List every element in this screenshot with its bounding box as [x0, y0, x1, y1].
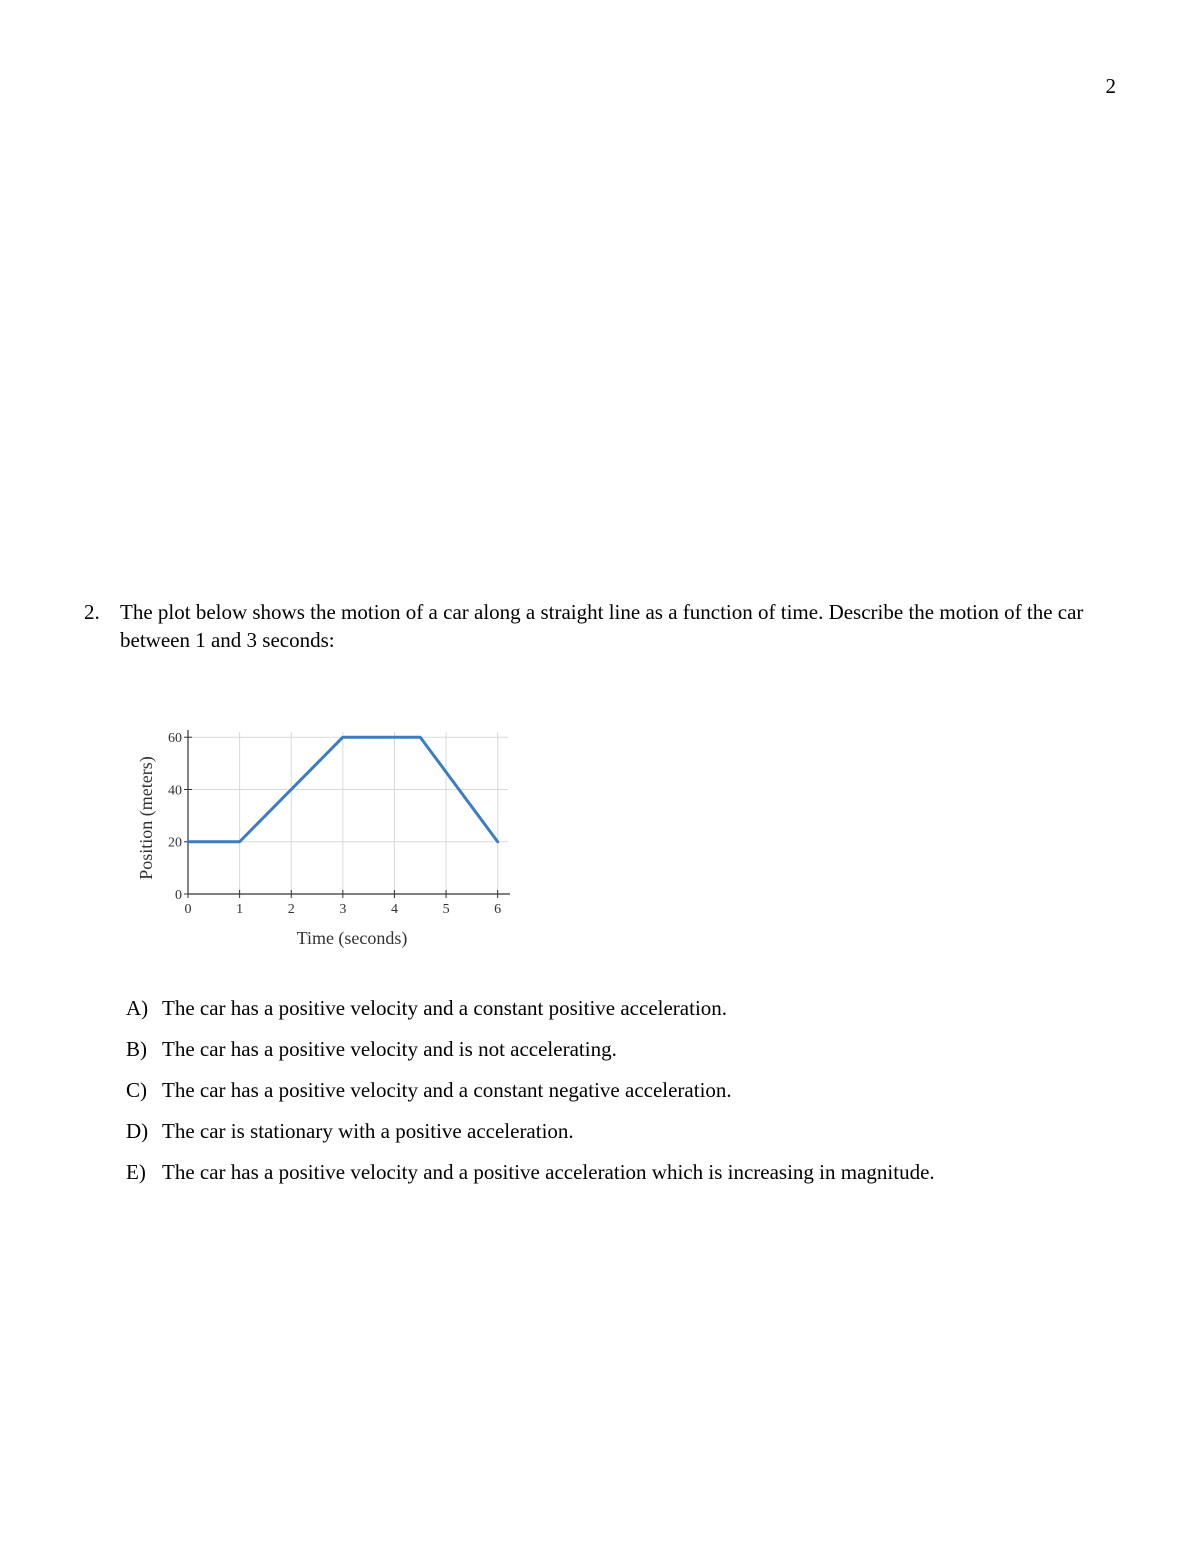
x-tick-label: 2 [287, 902, 295, 917]
x-tick-label: 0 [184, 902, 192, 917]
answer-choices [126, 996, 1166, 1201]
y-tick-label: 20 [168, 835, 182, 851]
question-text: The plot below shows the motion of a car along a straight line as a function of time. Describe the motion of the car between 1 and 3 seconds: [120, 600, 1084, 652]
choice-text: The car has a positive velocity and a positive acceleration which is increasing in magnitude. [162, 1160, 935, 1184]
x-tick-label: 5 [442, 902, 450, 917]
choice-letter: E) [126, 1160, 146, 1184]
y-tick-label: 0 [175, 888, 182, 903]
choice-d[interactable] [126, 1119, 1166, 1160]
question-number: 2. [84, 600, 100, 624]
x-tick-label: 6 [494, 902, 502, 917]
choice-e[interactable] [126, 1160, 1166, 1201]
choice-letter: D) [126, 1119, 149, 1143]
choice-text: The car has a positive velocity and a constant negative acceleration. [162, 1078, 732, 1102]
chart-svg [130, 722, 530, 958]
choice-text: The car has a positive velocity and a constant positive acceleration. [162, 996, 728, 1020]
choice-text: The car has a positive velocity and is not accelerating. [162, 1037, 617, 1061]
choice-letter: C) [126, 1078, 147, 1102]
y-tick-label: 60 [168, 731, 182, 747]
choice-a[interactable] [126, 996, 1166, 1037]
x-tick-label: 3 [339, 902, 347, 917]
y-tick-label: 40 [168, 783, 182, 799]
x-tick-label: 1 [236, 902, 244, 917]
y-axis-label: Position (meters) [136, 756, 156, 880]
x-axis-label: Time (seconds) [296, 928, 408, 948]
x-tick-label: 4 [390, 902, 398, 917]
page-number: 2 [1105, 74, 1116, 98]
choice-letter: B) [126, 1037, 147, 1061]
question [84, 598, 1124, 654]
choice-text: The car is stationary with a positive acceleration. [162, 1119, 574, 1143]
choice-letter: A) [126, 996, 149, 1020]
choice-b[interactable] [126, 1037, 1166, 1078]
position-time-chart [130, 722, 530, 958]
choice-c[interactable] [126, 1078, 1166, 1119]
